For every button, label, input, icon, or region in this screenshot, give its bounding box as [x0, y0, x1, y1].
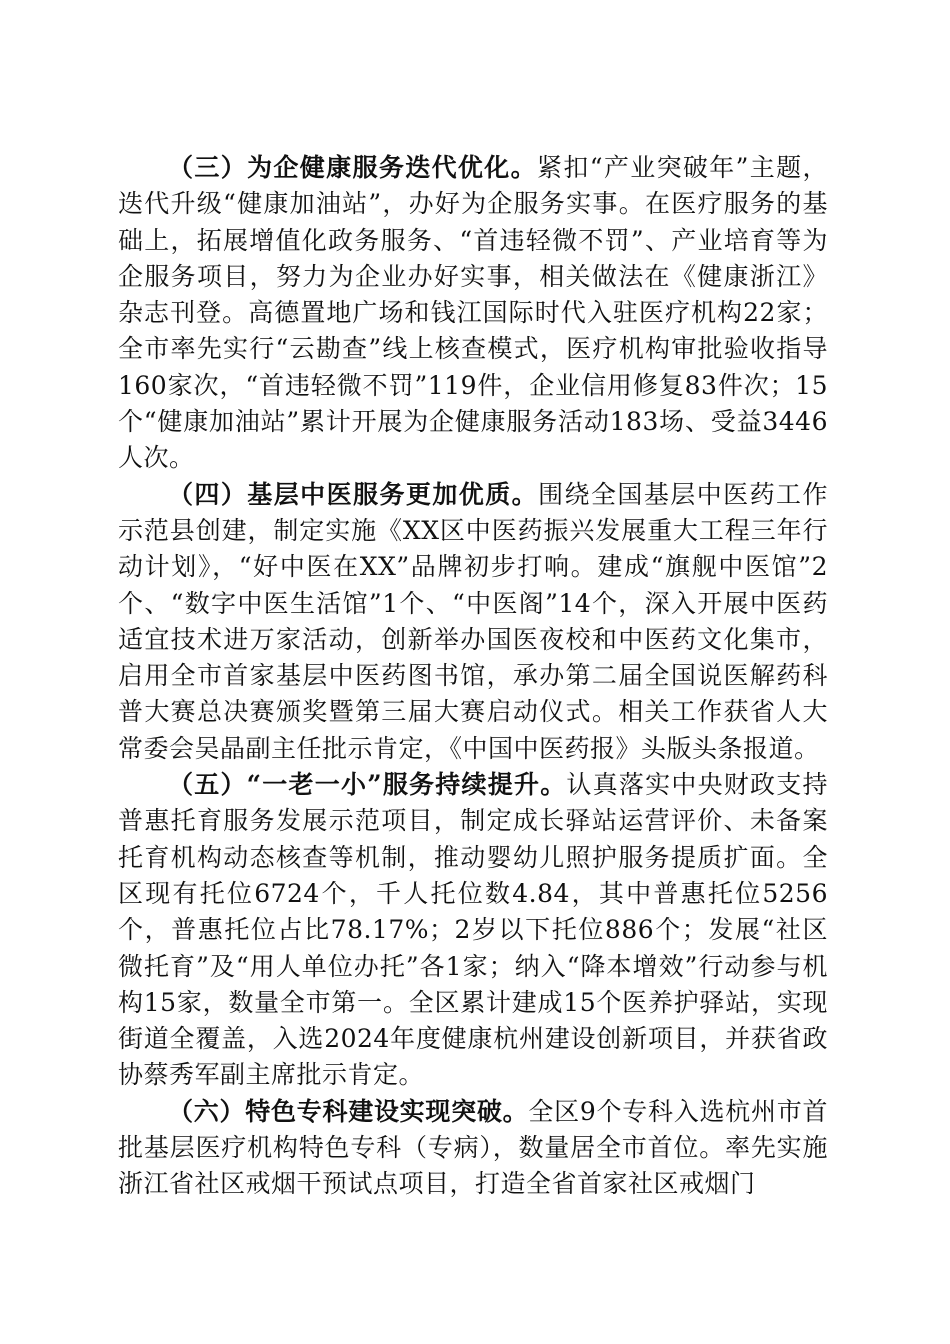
- section-5-body: 认真落实中央财政支持普惠托育服务发展示范项目，制定成长驿站运营评价、未备案托育机构动态核查等机制，推动婴幼儿照护服务提质扩面。全区现有托位6724个，千人托位数4.84，其中普惠托位5256个，普惠托位占比78.17%；2岁以下托位886个；发展“社区微托育”及“用人单位办托”各1家；纳入“降本增效”行动参与机构15家，数量全市第一。全区累计建成15个医养护驿站，实现街道全覆盖，入选2024年度健康杭州建设创新项目，并获省政协蔡秀军副主席批示肯定。: [118, 770, 828, 1090]
- section-6-heading: （六）特色专科建设实现突破。: [168, 1096, 529, 1126]
- section-6-body: 全区9个专科入选杭州市首批基层医疗机构特色专科（专病），数量居全市首位。率先实施浙江省社区戒烟干预试点项目，打造全省首家社区戒烟门: [118, 1096, 828, 1199]
- paragraph-section-6: [118, 1094, 828, 1203]
- paragraph-section-3: [118, 150, 828, 477]
- paragraph-section-4: [118, 477, 828, 767]
- section-4-body: 围绕全国基层中医药工作示范县创建，制定实施《XX区中医药振兴发展重大工程三年行动计划》，“好中医在XX”品牌初步打响。建成“旗舰中医馆”2个、“数字中医生活馆”1个、“中医阁”14个，深入开展中医药适宜技术进万家活动，创新举办国医夜校和中医药文化集市，启用全市首家基层中医药图书馆，承办第二届全国说医解药科普大赛总决赛颁奖暨第三届大赛启动仪式。相关工作获省人大常委会吴晶副主任批示肯定，《中国中医药报》头版头条报道。: [118, 479, 828, 763]
- section-4-heading: （四）基层中医服务更加优质。: [168, 479, 539, 509]
- paragraph-section-5: [118, 767, 828, 1094]
- section-3-heading: （三）为企健康服务迭代优化。: [168, 153, 537, 182]
- document-page: [118, 150, 828, 1203]
- section-3-body: 紧扣“产业突破年”主题，迭代升级“健康加油站”，办好为企服务实事。在医疗服务的基础上，拓展增值化政务服务、“首违轻微不罚”、产业培育等为企服务项目，努力为企业办好实事，相关做法在《健康浙江》杂志刊登。高德置地广场和钱江国际时代入驻医疗机构22家；全市率先实行“云勘查”线上核查模式，医疗机构审批验收指导160家次，“首违轻微不罚”119件，企业信用修复83件次；15个“健康加油站”累计开展为企健康服务活动183场、受益3446人次。: [118, 153, 828, 473]
- section-5-heading: （五）“一老一小”服务持续提升。: [168, 770, 567, 800]
